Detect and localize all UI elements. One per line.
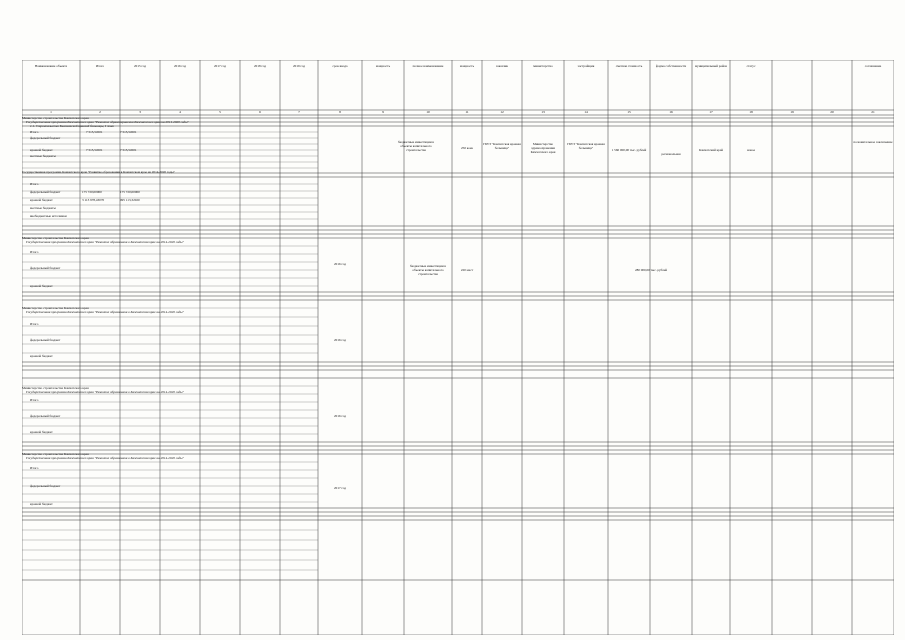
- col-num: 5: [219, 110, 221, 114]
- header-col-13: министерство: [533, 64, 553, 68]
- section-heading: Министерство строительства Камчатского края: [22, 116, 89, 120]
- capacity: 250 коек: [461, 146, 473, 150]
- district: Камчатский край: [698, 148, 724, 152]
- header-col-21: соглашение: [864, 64, 882, 68]
- years: 2017 год: [334, 486, 346, 490]
- col-num: 20: [830, 110, 834, 114]
- source-label: внебюджетные источники: [30, 214, 67, 218]
- value-2015: 175 720,00000: [120, 190, 140, 194]
- source-label: краевой бюджет: [30, 284, 53, 288]
- customer: ГБУЗ "Камчатская краевая больница": [483, 142, 521, 150]
- program-heading: Государственная программа Камчатского края "Развитие здравоохранения Камчатского края на 2014-2020 годы": [26, 120, 189, 124]
- source-label: федеральный бюджет: [30, 266, 61, 270]
- col-num: 13: [541, 110, 545, 114]
- col-num: 7: [298, 110, 300, 114]
- source-label: Итого: [30, 398, 39, 402]
- estimated-cost: 280 000,00 тыс. рублей: [634, 268, 668, 272]
- value-2015: 7 515,54501: [120, 148, 137, 152]
- section-heading: Министерство строительства Камчатского края: [22, 386, 89, 390]
- agreement: положительное заключение: [853, 140, 893, 144]
- source-label: краевой бюджет: [30, 502, 53, 506]
- col-num: 2: [99, 110, 101, 114]
- col-num: 3: [139, 110, 141, 114]
- section-heading: Министерство строительства Камчатского края: [22, 452, 89, 456]
- program-heading: Государственная программа Камчатского края "Развитие образования в Камчатском крае на 2014-2020 годы": [26, 310, 184, 314]
- header-col-8: срок ввода: [332, 64, 348, 68]
- col-num: 17: [709, 110, 713, 114]
- value-total: 7 515,54501: [86, 130, 103, 134]
- capacity: 220 мест: [460, 268, 474, 272]
- source-label: Итого: [30, 130, 39, 134]
- source-label: федеральный бюджет: [30, 338, 61, 342]
- column-numbers: [22, 110, 894, 115]
- source-label: местные бюджеты: [30, 206, 56, 210]
- header-col-16: форма собственности: [655, 64, 687, 68]
- source-label: Итого: [30, 182, 39, 186]
- header-col-11: мощность: [459, 64, 475, 68]
- object-description: бюджетные инвестиции в объекты капитального строительства: [397, 140, 434, 152]
- col-num: 16: [669, 110, 673, 114]
- value-2015: 995 113,32020: [120, 198, 140, 202]
- header-col-2015: 2015 год: [134, 64, 146, 68]
- years: 2016 год: [334, 414, 346, 418]
- value-total: 7 515,54501: [86, 148, 103, 152]
- header-col-17: муниципальный район: [694, 64, 728, 68]
- col-num: 4: [179, 110, 181, 114]
- value-total: 175 720,00000: [82, 190, 102, 194]
- col-num: 18: [749, 110, 753, 114]
- col-num: 1: [50, 110, 52, 114]
- header-col-15: сметная стоимость: [615, 64, 643, 68]
- header-col-total: Итого: [95, 64, 105, 68]
- source-label: федеральный бюджет: [30, 484, 61, 488]
- ministry: Министерство здравоохранения Камчатского края: [530, 142, 556, 154]
- col-num: 10: [426, 110, 430, 114]
- section-heading: Министерство строительства Камчатского края: [22, 236, 89, 240]
- source-label: федеральный бюджет: [30, 414, 61, 418]
- years: 2016 год: [334, 262, 346, 266]
- ownership: региональная: [661, 152, 681, 156]
- col-num: 19: [790, 110, 794, 114]
- header-col-18: статус: [746, 64, 756, 68]
- value-2015: 7 515,54501: [120, 130, 137, 134]
- header-col-12: заказчик: [495, 64, 509, 68]
- header-col-2019: 2019 год: [293, 64, 305, 68]
- source-label: федеральный бюджет: [30, 136, 61, 140]
- col-num: 11: [465, 110, 469, 114]
- object-heading: 1.1. Строительство Камчатской краевой больницы, I этап: [30, 124, 115, 128]
- object-description: бюджетные инвестиции в объекты капитального строительства: [409, 264, 446, 276]
- source-label: местные бюджеты: [30, 154, 56, 158]
- source-label: краевой бюджет: [30, 198, 53, 202]
- estimated-cost: 1 560 000,00 тыс. рублей: [611, 148, 647, 152]
- years: 2016 год: [334, 338, 346, 342]
- source-label: Итого: [30, 250, 39, 254]
- source-label: краевой бюджет: [30, 430, 53, 434]
- col-num: 15: [627, 110, 631, 114]
- col-num: 21: [871, 110, 875, 114]
- col-num: 9: [382, 110, 384, 114]
- header-col-2016: 2016 год: [174, 64, 186, 68]
- header-col-1: Наименование объекта: [34, 64, 68, 68]
- header-col-9: мощность: [375, 64, 391, 68]
- table-header: [22, 60, 894, 110]
- value-total: 3 113 978,43070: [82, 198, 105, 202]
- header-col-2017: 2017 год: [214, 64, 226, 68]
- header-col-14: застройщик: [577, 64, 595, 68]
- col-num: 14: [584, 110, 588, 114]
- col-num: 12: [500, 110, 504, 114]
- col-num: 8: [339, 110, 341, 114]
- header-col-20: [812, 60, 852, 110]
- program-heading: Государственная программа Камчатского края "Развитие образования в Камчатском крае на 2014-2020 годы": [26, 456, 184, 460]
- builder: ГБУЗ "Камчатская краевая больница": [567, 142, 605, 150]
- source-label: Итого: [30, 322, 39, 326]
- header-col-2018: 2018 год: [254, 64, 266, 68]
- section-heading: Министерство строительства Камчатского края: [22, 306, 89, 310]
- col-num: 6: [259, 110, 261, 114]
- section-heading: Государственная программа Камчатского края "Развитие образования в Камчатском крае на 2014-2020 годы": [22, 170, 175, 174]
- header-col-10: полное наименование: [412, 64, 444, 68]
- program-heading: Государственная программа Камчатского края "Развитие образования в Камчатском крае на 2014-2020 годы": [26, 240, 184, 244]
- status: новое: [746, 148, 756, 152]
- source-label: Итого: [30, 466, 39, 470]
- source-label: краевой бюджет: [30, 148, 53, 152]
- header-col-19: [772, 60, 812, 110]
- source-label: краевой бюджет: [30, 354, 53, 358]
- program-heading: Государственная программа Камчатского края "Развитие образования в Камчатском крае на 2014-2020 годы": [26, 390, 184, 394]
- source-label: федеральный бюджет: [30, 190, 61, 194]
